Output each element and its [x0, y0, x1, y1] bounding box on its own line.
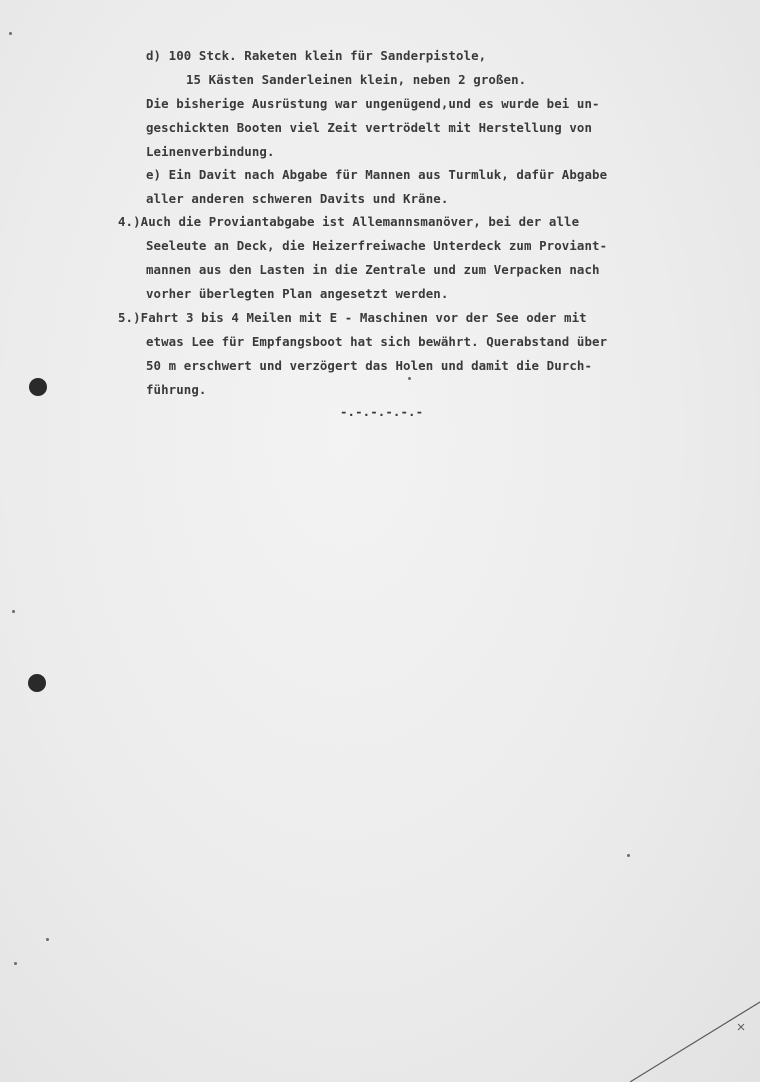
text-line: 5.)Fahrt 3 bis 4 Meilen mit E - Maschinen vor der See oder mit [118, 310, 587, 325]
paper-speck [14, 962, 17, 965]
text-line: aller anderen schweren Davits und Kräne. [146, 191, 449, 206]
punch-hole [29, 378, 47, 396]
paper-speck [9, 32, 12, 35]
text-line: Die bisherige Ausrüstung war ungenügend,und es wurde bei un- [146, 96, 600, 111]
text-line: e) Ein Davit nach Abgabe für Mannen aus Turmluk, dafür Abgabe [146, 167, 608, 182]
text-line: d) 100 Stck. Raketen klein für Sanderpistole, [146, 48, 487, 63]
text-line: Leinenverbindung. [146, 144, 275, 159]
text-line: Seeleute an Deck, die Heizerfreiwache Unterdeck zum Proviant- [146, 238, 608, 253]
paper-speck [408, 377, 411, 380]
text-line: vorher überlegten Plan angesetzt werden. [146, 286, 449, 301]
text-line: mannen aus den Lasten in die Zentrale und zum Verpacken nach [146, 262, 600, 277]
punch-hole [28, 674, 46, 692]
text-line: führung. [146, 382, 207, 397]
paper-speck [12, 610, 15, 613]
section-separator: -.-.-.-.-.- [340, 404, 424, 419]
text-line: 15 Kästen Sanderleinen klein, neben 2 großen. [186, 72, 527, 87]
text-line: geschickten Booten viel Zeit vertrödelt mit Herstellung von [146, 120, 593, 135]
paper-speck [627, 854, 630, 857]
text-line: 4.)Auch die Proviantabgabe ist Allemannsmanöver, bei der alle [118, 214, 580, 229]
text-line: etwas Lee für Empfangsboot hat sich bewährt. Querabstand über [146, 334, 608, 349]
corner-pencil-mark [620, 982, 760, 1082]
text-line: 50 m erschwert und verzögert das Holen und damit die Durch- [146, 358, 593, 373]
paper-speck [46, 938, 49, 941]
